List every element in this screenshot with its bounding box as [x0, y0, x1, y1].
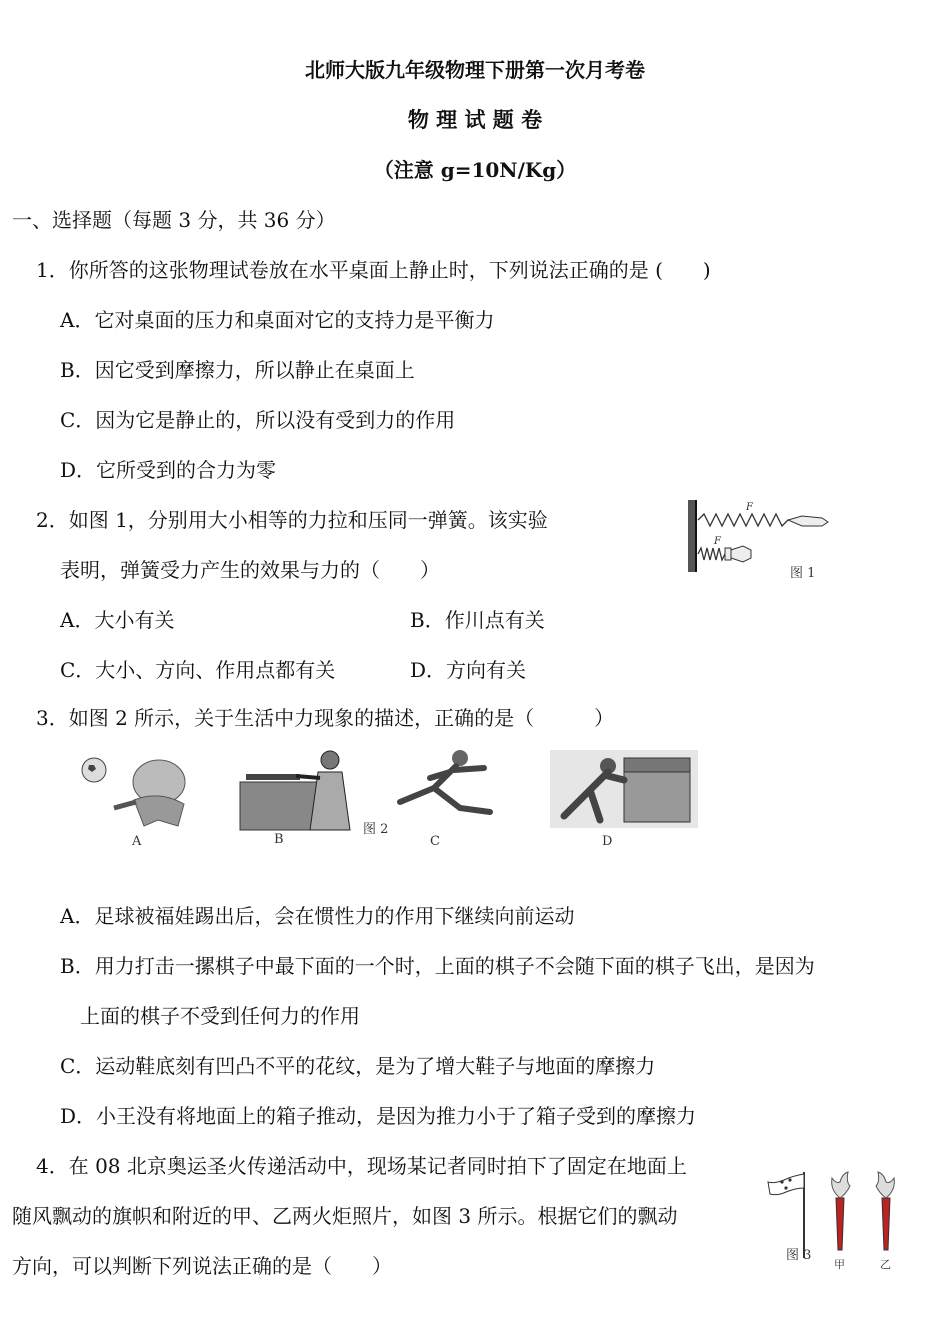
q1-option-a: A．它对桌面的压力和桌面对它的支持力是平衡力: [60, 308, 495, 332]
figure-2-panel-d: [550, 750, 698, 830]
exam-subtitle: 物 理 试 题 卷: [407, 107, 543, 132]
force-label-bottom: F: [714, 536, 721, 547]
person-head: [321, 751, 339, 769]
q1-option-b: B．因它受到摩擦力，所以静止在桌面上: [60, 358, 415, 382]
torch-a-label: 甲: [834, 1258, 845, 1271]
section-heading: 一、选择题（每题 3 分，共 36 分）: [12, 208, 336, 232]
runner-body: [400, 766, 490, 812]
torch-b-label: 乙: [880, 1258, 891, 1271]
figure-1-caption: 图 1: [790, 566, 816, 581]
figure-2-panel-c: [384, 748, 504, 820]
gravity-note: （注意 g=10N/Kg）: [373, 158, 577, 182]
pushing-hand: [725, 546, 751, 562]
chess-pieces: [246, 774, 300, 780]
figure-2-caption: 图 2: [363, 822, 389, 837]
force-label-top: F: [746, 502, 753, 513]
q2-stem-line1: 2．如图 1，分别用大小相等的力拉和压同一弹簧。该实验: [36, 508, 548, 532]
figure-2-label-a: A: [132, 834, 142, 849]
fuwa-body: [134, 796, 184, 826]
figure-3-flag-torches: [764, 1168, 900, 1264]
figure-2-label-c: C: [430, 834, 440, 849]
torch-a-flame: [832, 1172, 850, 1198]
pulling-hand: [788, 516, 828, 526]
q2-option-c: C．大小、方向、作用点都有关: [60, 658, 336, 682]
torch-a: [836, 1198, 844, 1250]
torch-b: [882, 1198, 890, 1250]
q4-line2: 随风飘动的旗帜和附近的甲、乙两火炬照片，如图 3 所示。根据它们的飘动: [12, 1204, 678, 1228]
q3-option-b: B．用力打击一摞棋子中最下面的一个时，上面的棋子不会随下面的棋子飞出，是因为: [60, 954, 815, 978]
q2-option-d: D．方向有关: [410, 658, 527, 682]
figure-2-label-d: D: [602, 834, 613, 849]
q2-stem-line2: 表明，弹簧受力产生的效果与力的（ ）: [60, 558, 440, 582]
q3-option-c: C．运动鞋底刻有凹凸不平的花纹，是为了增大鞋子与地面的摩擦力: [60, 1054, 656, 1078]
q3-option-d: D．小王没有将地面上的箱子推动，是因为推力小于了箱子受到的摩擦力: [60, 1104, 697, 1128]
figure-3-caption: 图 3: [786, 1248, 812, 1263]
figure-2-label-b: B: [274, 832, 284, 847]
q1-option-d: D．它所受到的合力为零: [60, 458, 277, 482]
person-body: [310, 772, 350, 830]
stretched-spring: [698, 514, 788, 526]
q3-stem: 3．如图 2 所示，关于生活中力现象的描述，正确的是（ ）: [36, 706, 615, 730]
q3-option-b-continued: 上面的棋子不受到任何力的作用: [80, 1004, 360, 1028]
q1-option-c: C．因为它是静止的，所以没有受到力的作用: [60, 408, 456, 432]
exam-title: 北师大版九年级物理下册第一次月考卷: [305, 58, 645, 82]
wall: [688, 500, 696, 572]
figure-2-panel-a: [74, 750, 214, 834]
q4-line3: 方向，可以判断下列说法正确的是（ ）: [12, 1254, 392, 1278]
flag: [768, 1174, 804, 1195]
q1-stem: 1．你所答的这张物理试卷放在水平桌面上静止时，下列说法正确的是 ( ): [36, 258, 711, 282]
figure-2-panel-b: [238, 748, 356, 832]
q4-line1: 4．在 08 北京奥运圣火传递活动中，现场某记者同时拍下了固定在地面上: [36, 1154, 687, 1178]
torch-b-flame: [876, 1172, 894, 1198]
q2-option-b: B．作川点有关: [410, 608, 545, 632]
compressed-spring: [698, 548, 725, 560]
q3-option-a: A．足球被福娃踢出后，会在惯性力的作用下继续向前运动: [60, 904, 575, 928]
q2-option-a: A．大小有关: [60, 608, 175, 632]
table: [240, 782, 318, 830]
